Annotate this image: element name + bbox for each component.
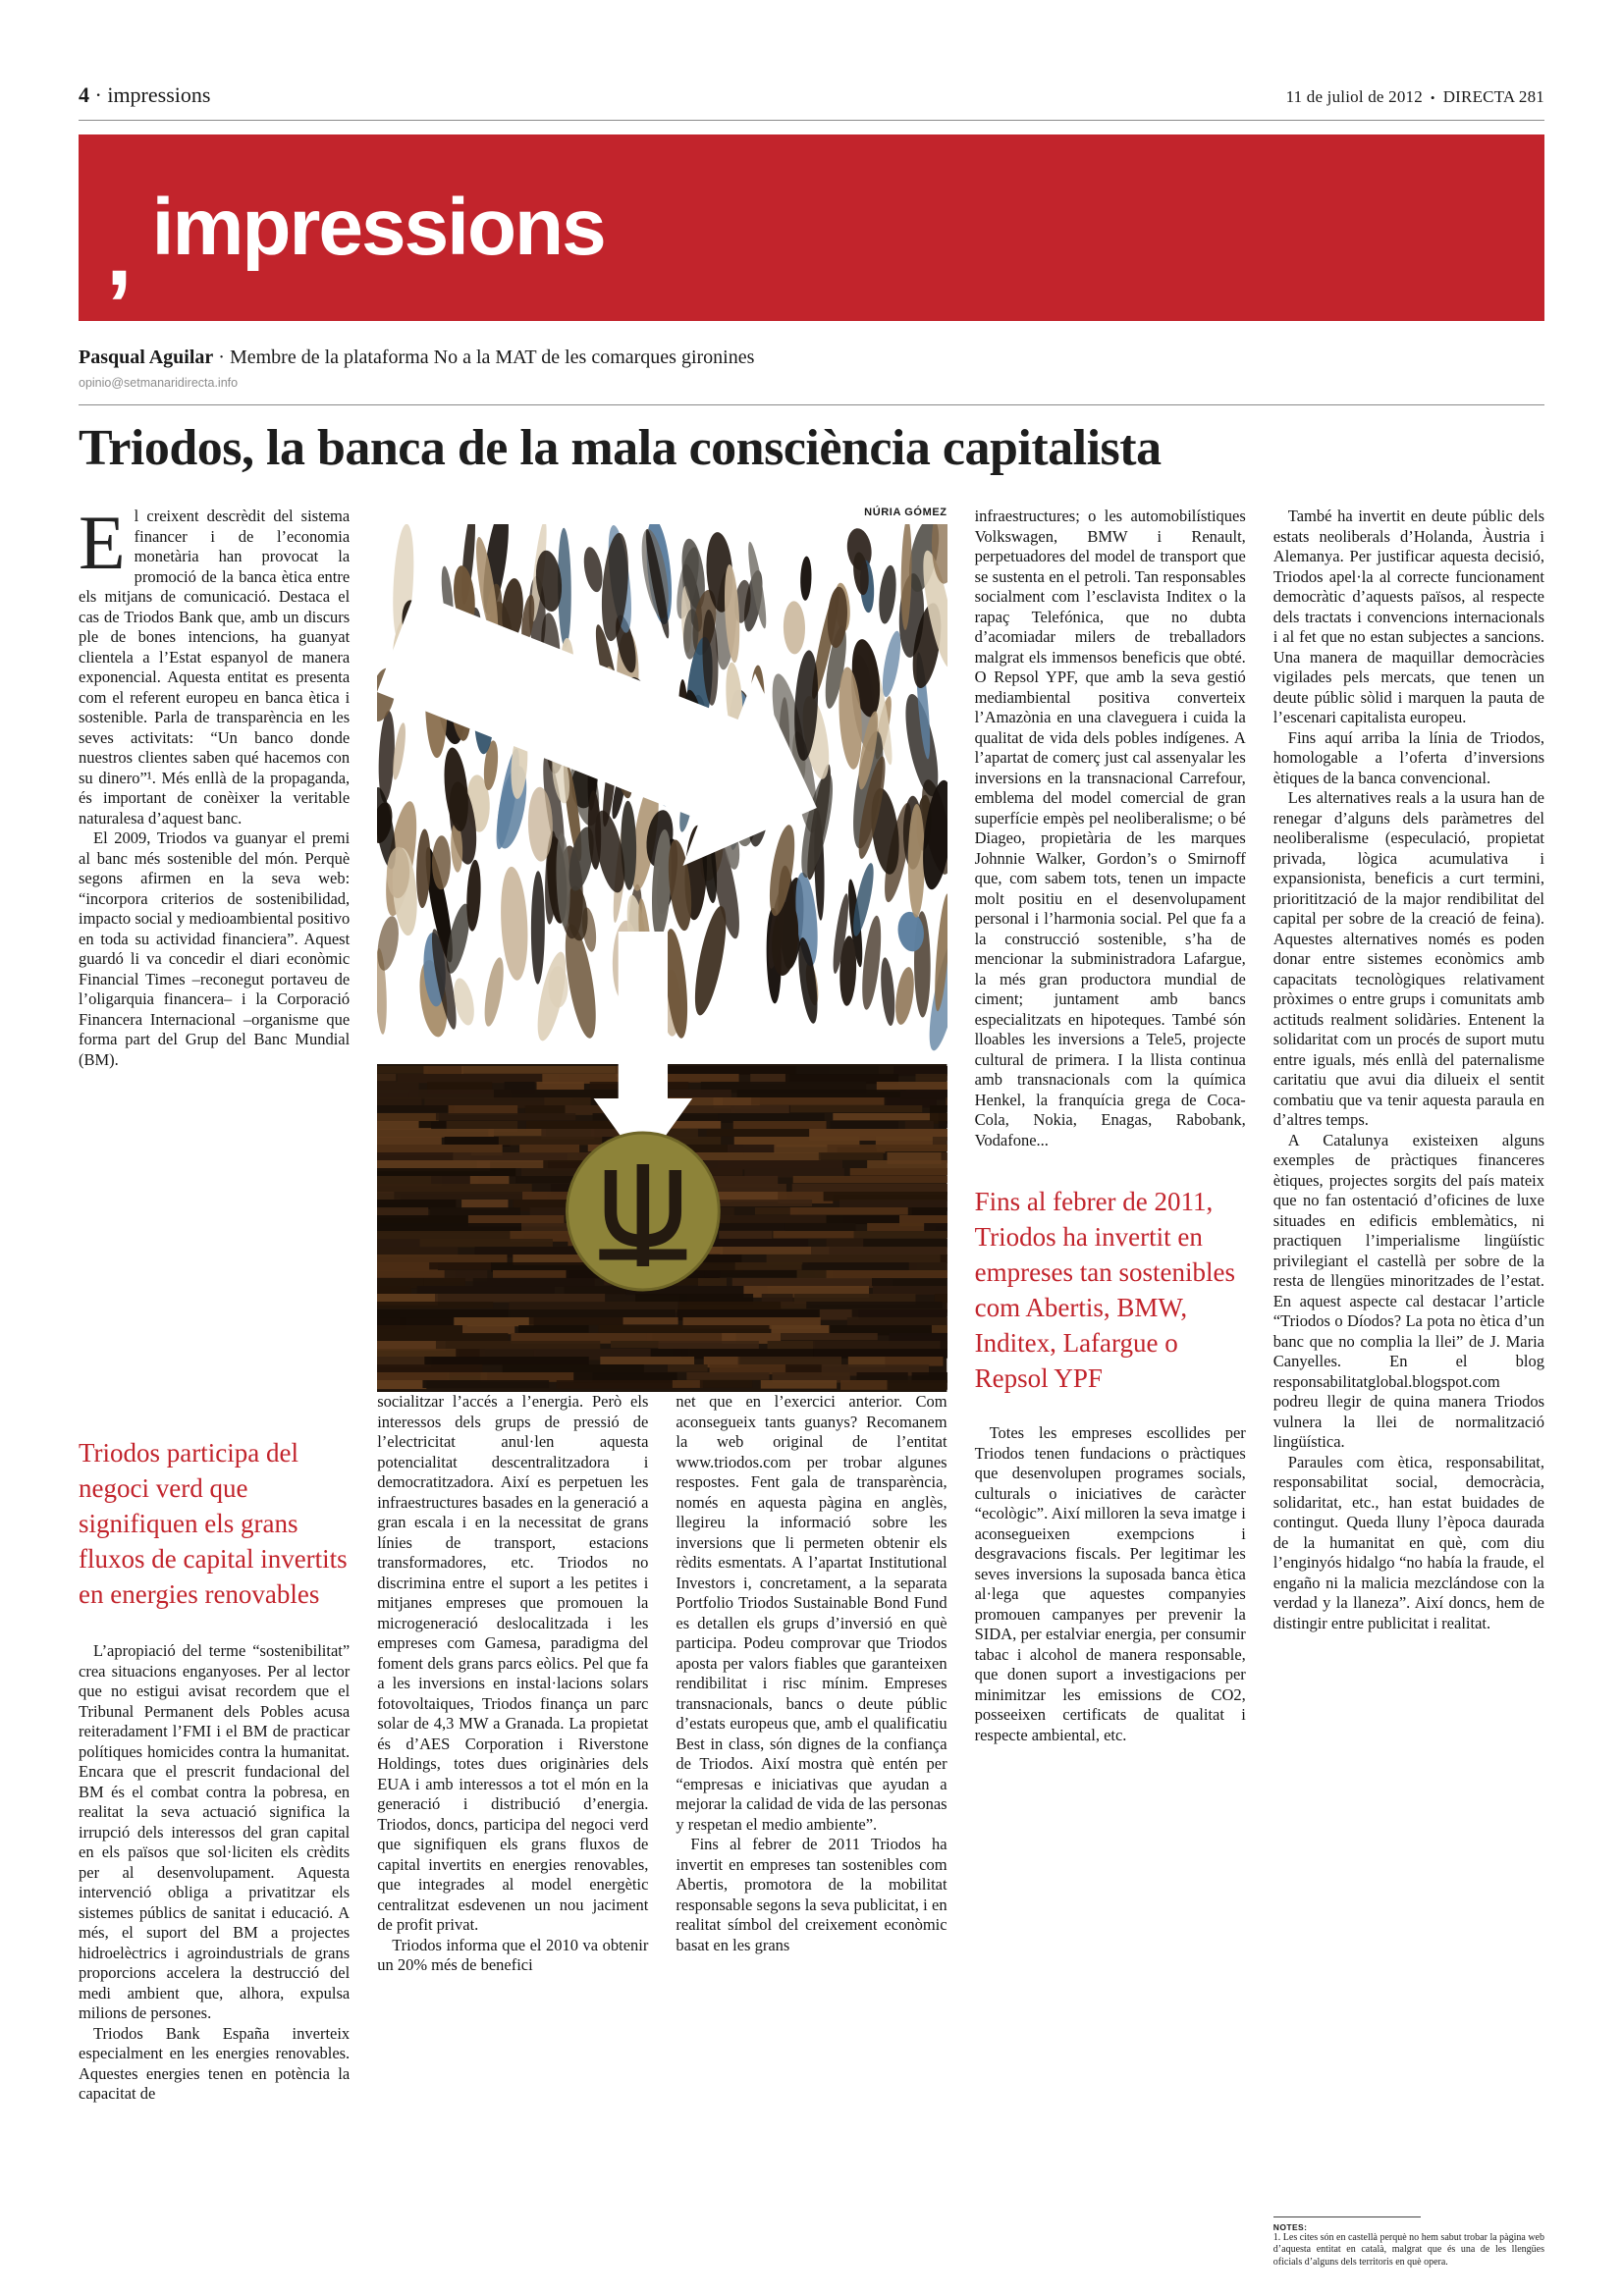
footnotes-label: NOTES: (1272, 2221, 1308, 2232)
article-body (79, 500, 1544, 2269)
column-4 (975, 507, 1246, 2269)
issue-date: 11 de juliol de 2012 (1285, 87, 1423, 106)
folio-right (1286, 87, 1544, 107)
body-paragraph: Les alternatives reals a la usura han de renegar d’alguns dels paràmetres del neoliberalisme (especulació, propietat privada, lògica acumulativa i expansionista, beneficis a curt termini, prioritització de la major rendibilitat del capital per sobre de la creació de feina). Aquestes alternatives només es poden donar entre sistemes econòmics amb capacitats tecnològiques relativament pròximes o entre grups i comunitats amb actituds realment solidàries. Entenent la solidaritat com un procés de suport mutu entre iguals, més enllà del paternalisme caritatiu que avui dia dilueix el sentit combatiu que va tenir aquesta paraula en d’altres temps. (1272, 788, 1544, 1129)
author-email: opinio@setmanaridirecta.info (79, 376, 239, 390)
illustration-figure (377, 507, 947, 1392)
body-paragraph (79, 500, 351, 828)
folio-left (79, 82, 210, 108)
paragraph-text: l creixent descrèdit del sistema financer i de l’economia monetària han provocat la promoció de la banca ètica entre els mitjans de comunicació. Destaca el cas de Triodos Bank que, amb un discurs ple de bones intencions, ha guanyat clientela a l’Estat espanyol de manera exponencial. Aquesta entitat es presenta com el referent europeu en banca ètica i sostenible. Parla de transparència en les seves activitats: “Un banco donde nuestros clientes saben qué hacemos con su dinero”¹. Més enllà de la propaganda, és important de conèixer la veritable naturalesa d’aquest banc. (79, 507, 351, 828)
masthead-title: impressions (151, 183, 605, 272)
body-paragraph: L’apropiació del terme “sostenibilitat” crea situacions enganyoses. Per al lector que no estigui avisat recordem que el Tribunal Permanent dels Pobles acusa reiteradament l’FMI i el BM de practicar polítiques homicides contra la humanitat. Encara que el prescrit fundacional del BM és el combat contra la pobresa, en realitat la seva actuació significa la irrupció dels interessos del gran capital en els països que sol·liciten els crèdits per al desenvolupament. Aquesta intervenció obliga a privatitzar els sistemes públics de sanitat i educació. A més, el suport del BM a projectes hidroelèctrics i agroindustrials de grans proporcions accelera la destrucció del medi ambient que, alhora, expulsa milions de persones. (79, 1641, 351, 2022)
masthead-banner: , impressions (79, 134, 1544, 321)
body-paragraph: Fins al febrer de 2011 Triodos ha invertit en empreses tan sostenibles com Abertis, promotora de la mobilitat responsable segons la seva publicitat, i en realitat símbol del creixement econòmic basat en les grans (676, 1835, 947, 1954)
body-paragraph: socialitzar l’accés a l’energia. Però els interessos dels grups de pressió de l’electricitat anul·len aquesta potencialitat descentralitzadora i democratitzadora. Així es perpetuen les infraestructures basades en la generació a gran escala i en la necessitat de grans línies de transport, estacions transformadores, etc. Triodos no discrimina entre el suport a les petites i mitjanes empreses que promouen la microgeneració deslocalitzada i les empreses com Gamesa, paradigma del foment dels grans parcs eòlics. Pel que fa a les inversions en instal·lacions solars fotovoltaiques, Triodos finança un parc solar de 4,3 MW a Granada. La propietat és d’AES Corporation i Riverstone Holdings, totes dues originàries dels EUA i amb interessos a tot el món en la generació i distribució d’energia. Triodos, doncs, participa del negoci verd que signifiquen els grans fluxos de capital invertits en energies renovables, que integrades al model energètic centralitzat esdevenen un nou jaciment de profit privat. (377, 1392, 649, 1934)
folio (79, 82, 1544, 121)
author-name: Pasqual Aguilar (79, 347, 214, 368)
column-1-top (79, 500, 351, 1392)
body-paragraph: Paraules com ètica, responsabilitat, responsabilitat social, democràcia, solidaritat, etc., han estat buidades de contingut. Queda lluny l’època daurada de la humanitat en què, com diu l’enginyós hidalgo “no había la fraude, el engaño ni la malicia mezclándose con la verdad y la llaneza”. Així doncs, hem de distingir entre publicitat i realitat. (1272, 1452, 1544, 1632)
byline-separator: · (213, 347, 230, 368)
illustration (377, 524, 947, 1392)
footnote-item: 1. Les cites són en castellà perquè no hem sabut trobar la pàgina web d’aquesta entitat en català, malgrat que és una de les llengües oficials d’alguns dels territoris en què opera. (1272, 2231, 1544, 2268)
byline (79, 347, 1544, 369)
footnotes (1273, 2207, 1544, 2269)
column-5 (1273, 507, 1544, 2269)
body-paragraph: El 2009, Triodos va guanyar el premi al banc més sostenible del món. Perquè segons afirmen en la seva web: “incorpora criterios de sostenibilidad, impacto social y medioambiental positivo en toda su actividad financiera”. Aquest guardó li va concedir el diari econòmic Financial Times –reconegut portaveu de l’oligarquia financera– i la Corporació Financera Internacional –organisme que forma part del Grup del Banc Mundial (BM). (79, 828, 351, 1069)
body-paragraph: Fins aquí arriba la línia de Triodos, homologable a l’oferta d’inversions ètiques de la banca convencional. (1272, 727, 1544, 787)
section-name: impressions (107, 82, 211, 107)
illustration-credit: NÚRIA GÓMEZ (864, 507, 947, 518)
body-paragraph: A Catalunya existeixen alguns exemples de pràctiques financeres ètiques, projectes sorgits del país mateix que no fan ostentació d’oficines de luxe situades en edificis emblemàtics, ni practiquen l’imperialisme lingüístic privilegiant el castellà per sobre de la resta de llengües minoritzades de l’estat. En aquest aspecte cal destacar l’article “Triodos o Díodos? La pota no ètica d’un banc que no complia la llei” de J. Maria Canyelles. En el blog responsabilitatglobal.blogspot.com podreu llegir de quina manera Triodos vulnera la llei de normalització lingüística. (1272, 1130, 1544, 1451)
folio-separator: · (89, 82, 108, 107)
column-3 (676, 1392, 947, 2269)
column-2 (377, 1392, 648, 2269)
drop-cap: E (79, 500, 126, 585)
issue-number: DIRECTA 281 (1442, 87, 1544, 106)
pull-quote: Triodos participa del negoci verd que signifiquen els grans fluxos de capital invertits en energies renovables (79, 1438, 348, 1609)
pull-quote: Fins al febrer de 2011, Triodos ha invertit en empreses tan sostenibles com Abertis, BMW, Inditex, Lafargue o Repsol YPF (974, 1187, 1236, 1393)
body-paragraph: net que en l’exercici anterior. Com aconsegueix tants guanys? Recomanem la web original de l’entitat www.triodos.com per trobar algunes respostes. Fent gala de transparència, només en aquesta pàgina en anglès, llegireu la informació sobre les inversions que li permeten obtenir els rèdits esmentats. A l’apartat Institutional Investors i, concretament, a la separata Portfolio Triodos Sustainable Bond Fund es detallen els grups d’inversió en què participa. Podeu comprovar que Triodos aposta per valors fiables que garanteixen rendibilitat i risc mínim. Empreses transnacionals, bancs o deute públic d’estats europeus que, amb el qualificatiu Best in class, són dignes de la confiança de Triodos. Així mostra què entén per “empresas e iniciativas que ayudan a mejorar la calidad de vida de las personas y respetan el medio ambiente”. (676, 1392, 947, 1834)
author-role: Membre de la plataforma No a la MAT de les comarques gironines (229, 347, 755, 368)
divider-rule (79, 404, 1544, 405)
folio-dot-icon: • (1430, 90, 1435, 105)
page-number: 4 (79, 82, 89, 107)
footnotes-rule (1273, 2216, 1421, 2217)
body-paragraph: Triodos Bank España inverteix especialment en les energies renovables. Aquestes energies tenen en potència la capacitat de (79, 2023, 351, 2103)
body-paragraph: Triodos informa que el 2010 va obtenir un 20% més de benefici (377, 1935, 649, 1974)
headline: Triodos, la banca de la mala consciència capitalista (79, 420, 1162, 476)
column-1-bottom (79, 1392, 350, 2269)
body-paragraph: infraestructures; o les automobilístiques Volkswagen, BMW i Renault, perpetuadores del model de transport que se sustenta en el petroli. Tan responsables socialment com l’esclavista Inditex o la rapaç Telefónica, que no dubta d’acomiadar milers de treballadors malgrat els immensos beneficis que obté. O Repsol YPF, que amb la seva gestió mediambiental positiva converteix l’Amazònia en una claveguera i cuida la qualitat de vida dels pobles indígenes. A l’apartat de comerç just cal assenyalar les inversions en la transnacional Carrefour, emblema del model comercial de gran superfície empès pel neoliberalisme; o bé Diageo, propietària de les marques Johnnie Walker, Gordon’s o Smirnoff que, com sabem tots, tenen un impacte molt positiu en el desenvolupament personal i l’harmonia social. Pel que fa a la construcció sostenible, s’ha de mencionar la subministradora Lafargue, la més gran productora mundial de ciment; juntament amb bancs especialitzats en hipoteques. També són lloables les inversions a Tele5, projecte cultural de primera. I la llista continua amb transnacionals com la química Henkel, la franquícia grega de Coca-Cola, Nokia, Enagas, Rabobank, Vodafone... (974, 507, 1246, 1149)
body-paragraph: També ha invertit en deute públic dels estats neoliberals d’Holanda, Àustria i Alemanya. Per justificar aquesta decisió, Triodos apel·la al correcte funcionament democràtic d’aquests països, al respecte dels tractats i convencions internacionals i al fet que no estan subjectes a sancions. Una manera de maquillar democràcies vigilades pels mercats, que tenen un deute públic sòlid i marquen la pauta de l’escenari capitalista europeu. (1272, 507, 1544, 726)
body-paragraph: Totes les empreses escollides per Triodos tenen fundacions o pràctiques que desenvolupen programes socials, culturals o iniciatives de caràcter “ecològic”. Així milloren la seva imatge i aconsegueixen exempcions i desgravacions fiscals. Per legitimar les seves inversions la suposada banca ètica al·lega que aquestes companyies promouen campanyes per prevenir la SIDA, per estalviar energia, per consumir tabac i alcohol de manera responsable, que donen suport a investigacions per minimitzar les emissions de CO2, posseeixen certificats de qualitat i respecte ambiental, etc. (974, 1423, 1246, 1744)
